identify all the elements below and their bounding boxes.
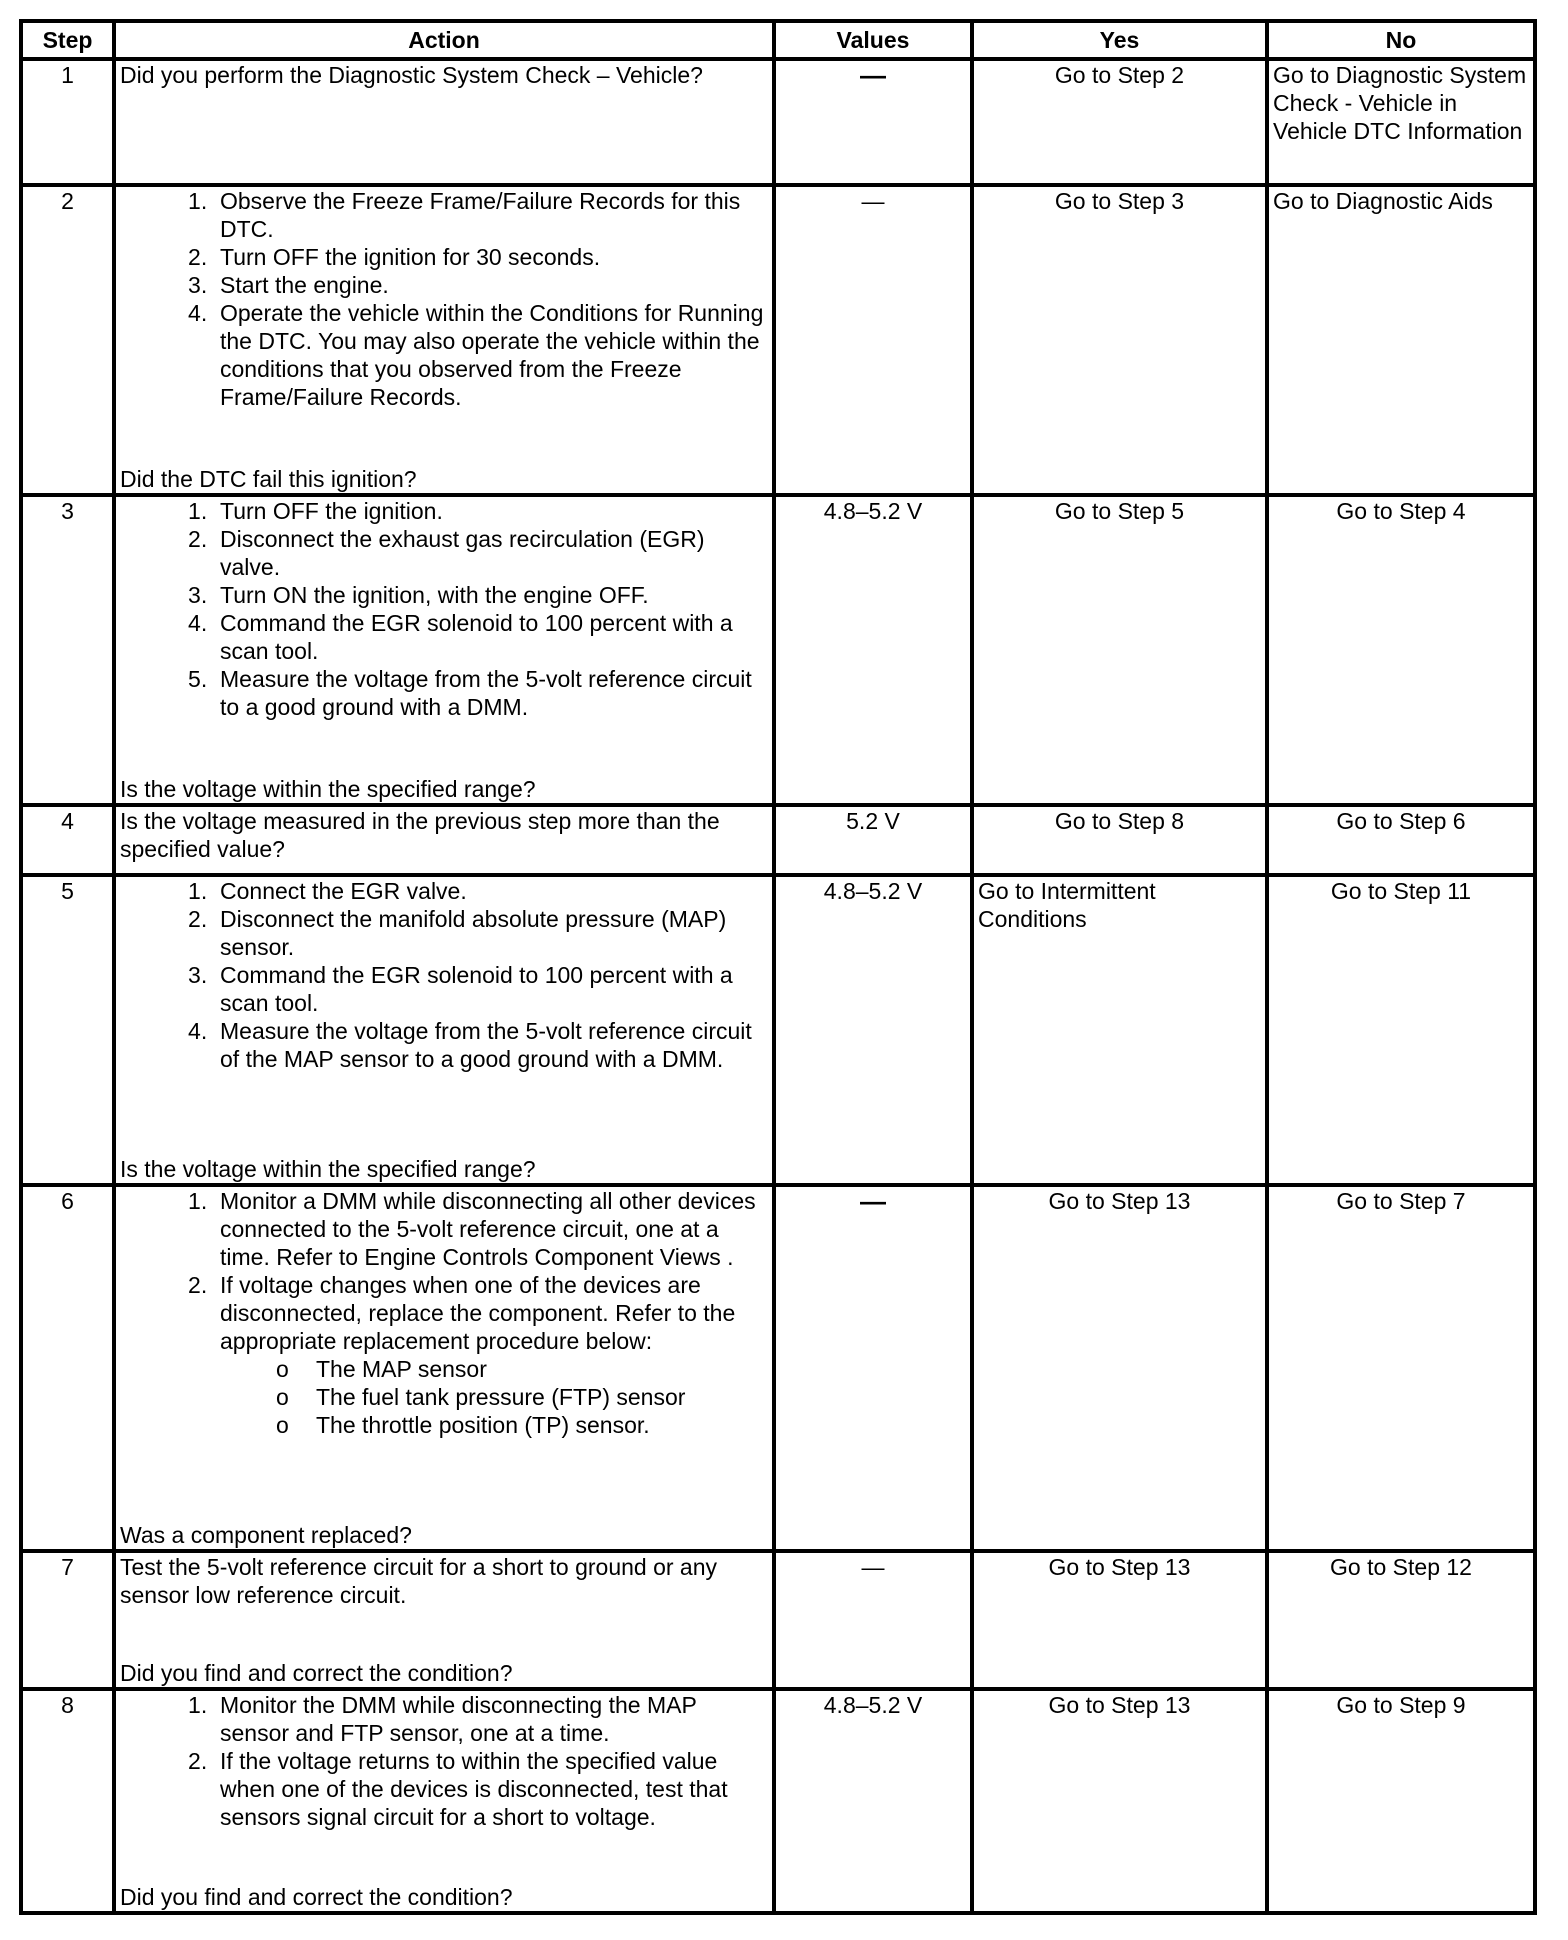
action-step: 2. Disconnect the manifold absolute pressure (MAP) sensor. (220, 905, 768, 961)
action-cell (114, 1551, 774, 1689)
step-number: 6 (21, 1185, 114, 1551)
no-cell: Go to Step 12 (1267, 1551, 1535, 1689)
action-step: 1. Observe the Freeze Frame/Failure Records for this DTC. (220, 187, 768, 243)
action-step-text: If voltage changes when one of the devices are disconnected, replace the component. Refer to the appropriate replacement procedure below: (220, 1272, 736, 1354)
action-steps (120, 497, 768, 721)
no-cell: Go to Diagnostic System Check - Vehicle in Vehicle DTC Information (1267, 59, 1535, 185)
action-step: 4. Operate the vehicle within the Conditions for Running the DTC. You may also operate the vehicle within the conditions that you observed from the Freeze Frame/Failure Records. (220, 299, 768, 411)
values-cell: 4.8–5.2 V (774, 495, 972, 805)
values-cell: 4.8–5.2 V (774, 1689, 972, 1913)
no-cell: Go to Diagnostic Aids (1267, 185, 1535, 495)
values-cell: — (774, 1551, 972, 1689)
action-steps (120, 1691, 768, 1831)
step-number: 8 (21, 1689, 114, 1913)
action-step: 2. If the voltage returns to within the specified value when one of the devices is disconnected, test that sensors signal circuit for a short to voltage. (220, 1747, 768, 1831)
question-text: Did the DTC fail this ignition? (120, 466, 417, 492)
no-cell: Go to Step 6 (1267, 805, 1535, 875)
action-cell (114, 875, 774, 1185)
yes-cell: Go to Step 3 (972, 185, 1267, 495)
action-step: 1. Monitor a DMM while disconnecting all other devices connected to the 5-volt reference circuit, one at a time. Refer to Engine Controls Component Views . (220, 1187, 768, 1271)
list-item: o The throttle position (TP) sensor. (316, 1411, 768, 1439)
question-text: Is the voltage measured in the previous step more than the specified value? (120, 808, 720, 862)
action-step: 2. Disconnect the exhaust gas recirculation (EGR) valve. (220, 525, 768, 581)
yes-cell: Go to Step 13 (972, 1551, 1267, 1689)
values-cell: — (774, 1185, 972, 1551)
question-text: Is the voltage within the specified range? (120, 776, 536, 802)
question-text: Did you perform the Diagnostic System Check – Vehicle? (120, 62, 703, 88)
action-step: 1. Connect the EGR valve. (220, 877, 768, 905)
header-no: No (1267, 21, 1535, 59)
yes-cell: Go to Intermittent Conditions (972, 875, 1267, 1185)
action-cell (114, 59, 774, 185)
replacement-list (120, 1355, 768, 1439)
yes-cell: Go to Step 8 (972, 805, 1267, 875)
action-step: 5. Measure the voltage from the 5-volt reference circuit to a good ground with a DMM. (220, 665, 768, 721)
no-cell: Go to Step 4 (1267, 495, 1535, 805)
list-item: o The fuel tank pressure (FTP) sensor (316, 1383, 768, 1411)
table-row (21, 1185, 1535, 1551)
header-action: Action (114, 21, 774, 59)
yes-cell: Go to Step 13 (972, 1185, 1267, 1551)
step-number: 1 (21, 59, 114, 185)
values-cell: — (774, 59, 972, 185)
action-step: 2. Turn OFF the ignition for 30 seconds. (220, 243, 768, 271)
header-values: Values (774, 21, 972, 59)
action-text: Test the 5-volt reference circuit for a short to ground or any sensor low reference circuit. (120, 1554, 718, 1608)
action-step: 3. Start the engine. (220, 271, 768, 299)
step-number: 5 (21, 875, 114, 1185)
table-row (21, 495, 1535, 805)
action-step: 4. Measure the voltage from the 5-volt reference circuit of the MAP sensor to a good ground with a DMM. (220, 1017, 768, 1073)
table-row (21, 1689, 1535, 1913)
question-text: Was a component replaced? (120, 1522, 412, 1548)
yes-cell: Go to Step 2 (972, 59, 1267, 185)
no-cell: Go to Step 11 (1267, 875, 1535, 1185)
action-steps (120, 877, 768, 1073)
action-step: 1. Turn OFF the ignition. (220, 497, 768, 525)
action-step: 1. Monitor the DMM while disconnecting the MAP sensor and FTP sensor, one at a time. (220, 1691, 768, 1747)
table-row (21, 1551, 1535, 1689)
action-steps (120, 187, 768, 411)
action-step: 3. Turn ON the ignition, with the engine OFF. (220, 581, 768, 609)
action-cell (114, 1185, 774, 1551)
table-row (21, 59, 1535, 185)
diagnostic-table (19, 19, 1537, 1915)
no-cell: Go to Step 7 (1267, 1185, 1535, 1551)
action-cell (114, 185, 774, 495)
action-step: 4. Command the EGR solenoid to 100 percent with a scan tool. (220, 609, 768, 665)
table-row (21, 185, 1535, 495)
action-step (220, 1271, 768, 1355)
table-row (21, 805, 1535, 875)
action-steps (120, 1187, 768, 1355)
values-cell: — (774, 185, 972, 495)
step-number: 7 (21, 1551, 114, 1689)
step-number: 2 (21, 185, 114, 495)
question-text: Did you find and correct the condition? (120, 1660, 513, 1686)
step-number: 3 (21, 495, 114, 805)
yes-cell: Go to Step 5 (972, 495, 1267, 805)
header-row (21, 21, 1535, 59)
header-step: Step (21, 21, 114, 59)
question-text: Is the voltage within the specified range? (120, 1156, 536, 1182)
question-text: Did you find and correct the condition? (120, 1884, 513, 1910)
no-cell: Go to Step 9 (1267, 1689, 1535, 1913)
values-cell: 5.2 V (774, 805, 972, 875)
action-cell (114, 805, 774, 875)
yes-cell: Go to Step 13 (972, 1689, 1267, 1913)
list-item: o The MAP sensor (316, 1355, 768, 1383)
table-row (21, 875, 1535, 1185)
header-yes: Yes (972, 21, 1267, 59)
action-cell (114, 1689, 774, 1913)
values-cell: 4.8–5.2 V (774, 875, 972, 1185)
action-step: 3. Command the EGR solenoid to 100 percent with a scan tool. (220, 961, 768, 1017)
action-cell (114, 495, 774, 805)
step-number: 4 (21, 805, 114, 875)
